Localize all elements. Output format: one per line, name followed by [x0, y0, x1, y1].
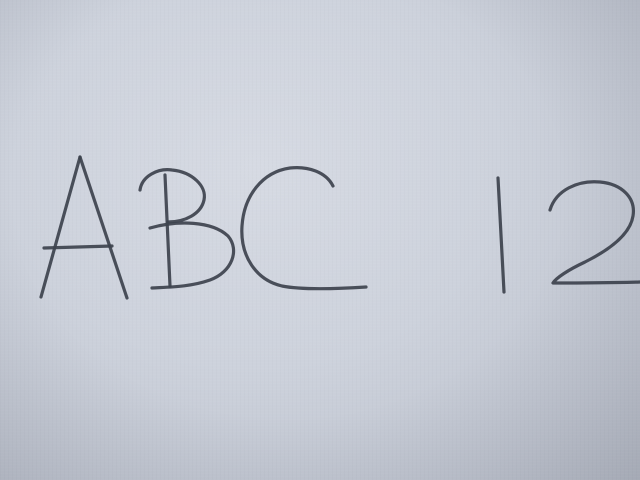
letter-a-left-stroke [41, 157, 80, 297]
digit-2-curve [550, 182, 640, 283]
letter-b-bottom-bowl [150, 223, 234, 288]
letter-b [140, 170, 234, 288]
digit-2 [550, 182, 640, 283]
digit-1 [498, 178, 504, 292]
letter-b-stem [165, 175, 170, 286]
digit-1-stroke [498, 178, 504, 292]
letter-a-right-stroke [80, 157, 127, 298]
letter-a-crossbar [44, 246, 112, 248]
letter-a [41, 157, 127, 298]
letter-b-top-bowl [140, 170, 204, 222]
letter-c [242, 168, 366, 289]
letter-c-curve [242, 168, 366, 289]
